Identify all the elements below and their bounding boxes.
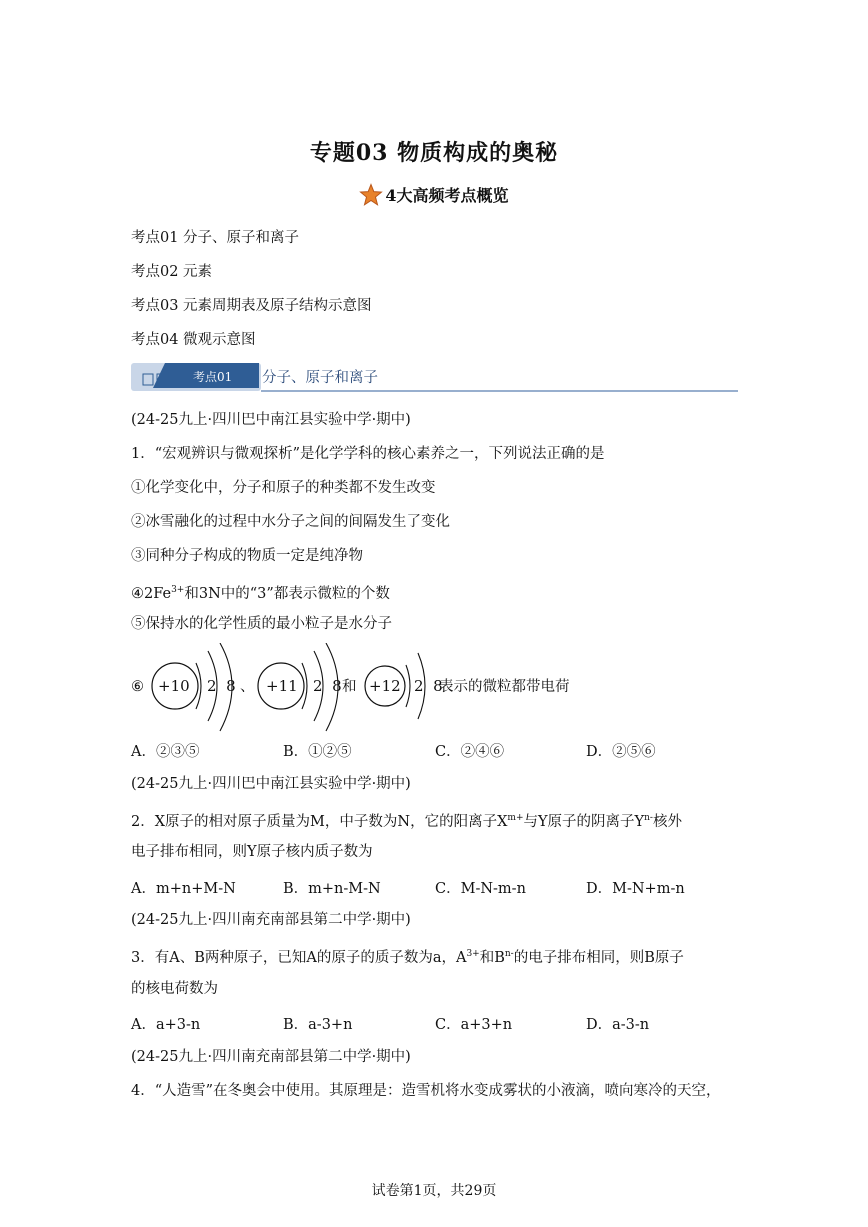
banner-tag: 考点01 xyxy=(193,370,233,384)
q3-text-c: 的电子排布相同，则B原子 xyxy=(513,949,684,966)
star-icon xyxy=(359,183,383,207)
q3-sup-1: 3+ xyxy=(466,949,480,959)
question-stem xyxy=(131,944,684,968)
shell-electrons: 2 8 xyxy=(207,677,236,695)
outline-item: 考点01 分子、原子和离子 xyxy=(131,230,300,246)
answer-option[interactable]: C．M-N-m-n xyxy=(435,881,526,897)
statement-item: ⑤保持水的化学性质的最小粒子是水分子 xyxy=(131,616,392,632)
question-source: (24-25九上·四川南充南部县第二中学·期中) xyxy=(131,912,411,928)
item4-pre: ④2Fe xyxy=(131,585,172,602)
statement-item xyxy=(131,580,390,604)
answer-option[interactable]: B．m+n-M-N xyxy=(283,881,381,897)
answer-option[interactable]: B．①②⑤ xyxy=(283,744,352,760)
q2-text-a: 2．X原子的相对原子质量为M，中子数为N，它的阳离子X xyxy=(131,813,508,830)
answer-option[interactable]: B．a-3+n xyxy=(283,1017,353,1033)
question-stem: 1．“宏观辨识与微观探析”是化学学科的核心素养之一，下列说法正确的是 xyxy=(131,446,605,462)
question-source: (24-25九上·四川南充南部县第二中学·期中) xyxy=(131,1049,411,1065)
statement-item: ②冰雪融化的过程中水分子之间的间隔发生了变化 xyxy=(131,514,450,530)
item4-post: 和3N中的“3”都表示微粒的个数 xyxy=(184,585,390,602)
statement-item: ①化学变化中，分子和原子的种类都不发生改变 xyxy=(131,480,436,496)
nucleus-charge: +10 xyxy=(158,677,190,695)
answer-option[interactable]: D．a-3-n xyxy=(586,1017,650,1033)
banner-label: 分子、原子和离子 xyxy=(262,370,378,386)
item6-suffix: 表示的微粒都带电荷 xyxy=(439,679,570,695)
q3-text-b: 和B xyxy=(479,949,505,966)
answer-option[interactable]: A．a+3-n xyxy=(131,1017,201,1033)
answer-option[interactable]: A．m+n+M-N xyxy=(131,881,236,897)
shell-electrons: 2 8 xyxy=(414,677,443,695)
subtitle-text: 4大高频考点概览 xyxy=(385,186,509,205)
question-stem xyxy=(131,808,682,832)
shell-electrons: 2 8 xyxy=(313,677,342,695)
q2-text-b: 与Y原子的阴离子Y xyxy=(523,813,645,830)
outline-item: 考点04 微观示意图 xyxy=(131,332,256,348)
q2-sup-1: m+ xyxy=(507,813,524,823)
page-footer: 试卷第1页，共29页 xyxy=(371,1183,497,1199)
question-source: (24-25九上·四川巴中南江县实验中学·期中) xyxy=(131,412,411,428)
answer-option[interactable]: D．M-N+m-n xyxy=(586,881,685,897)
q3-text-a: 3．有A、B两种原子，已知A的原子的质子数为a，A xyxy=(131,949,467,966)
page-title: 专题03 物质构成的奥秘 xyxy=(309,140,559,166)
answer-option[interactable]: C．a+3+n xyxy=(435,1017,513,1033)
outline-item: 考点03 元素周期表及原子结构示意图 xyxy=(131,298,372,314)
answer-option[interactable]: A．②③⑤ xyxy=(131,744,200,760)
subtitle xyxy=(0,183,868,207)
outline-item: 考点02 元素 xyxy=(131,264,213,280)
nucleus-charge: +11 xyxy=(266,677,298,695)
answer-option[interactable]: C．②④⑥ xyxy=(435,744,505,760)
answer-option[interactable]: D．②⑤⑥ xyxy=(586,744,656,760)
question-stem: 4．“人造雪”在冬奥会中使用。其原理是：造雪机将水变成雾状的小液滴，喷向寒冷的天空， xyxy=(131,1083,721,1099)
q2-text-c: 核外 xyxy=(652,813,682,830)
question-stem-cont: 的核电荷数为 xyxy=(131,981,218,997)
q2-sup-2: n- xyxy=(644,813,653,823)
question-source: (24-25九上·四川巴中南江县实验中学·期中) xyxy=(131,776,411,792)
item6-prefix: ⑥ xyxy=(131,679,144,695)
nucleus-charge: +12 xyxy=(369,677,401,695)
question-stem-cont: 电子排布相同，则Y原子核内质子数为 xyxy=(131,844,373,860)
separator: 和 xyxy=(342,679,357,695)
statement-item: ③同种分子构成的物质一定是纯净物 xyxy=(131,548,363,564)
q3-sup-2: n- xyxy=(504,949,514,959)
separator: 、 xyxy=(240,679,255,695)
item4-sup: 3+ xyxy=(171,585,185,595)
